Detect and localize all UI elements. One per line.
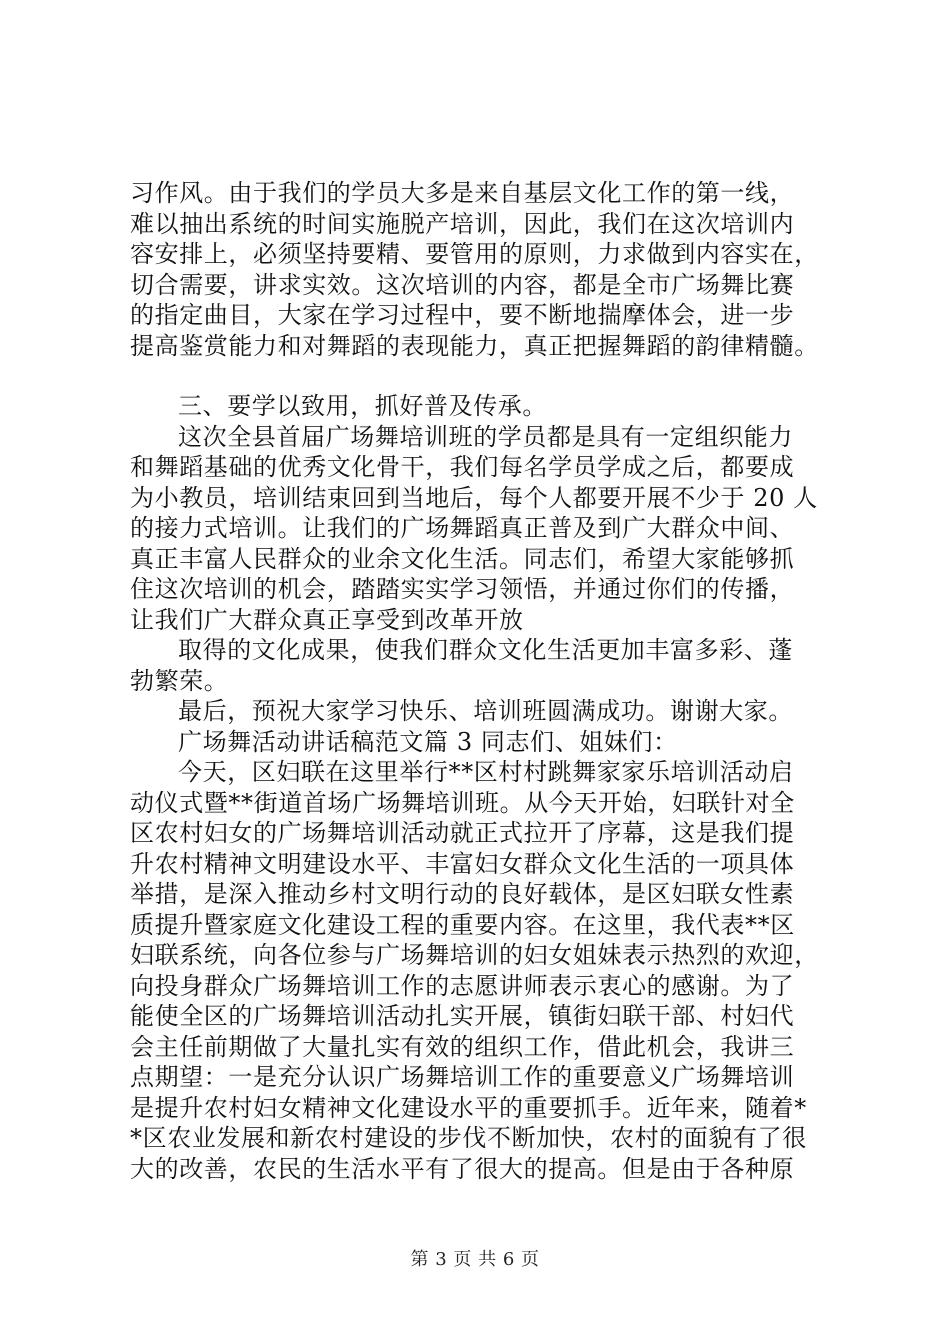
text-line: 会主任前期做了大量扎实有效的组织工作，借此机会，我讲三 — [130, 1032, 795, 1061]
text-line: *区农业发展和新农村建设的步伐不断加快，农村的面貌有了很 — [130, 1124, 807, 1152]
text-line: 三、要学以致用，抓好普及传承。 — [178, 392, 547, 420]
text-line: 的接力式培训。让我们的广场舞蹈真正普及到广大群众中间、 — [130, 514, 795, 542]
text-line: 这次全县首届广场舞培训班的学员都是具有一定组织能力 — [178, 422, 793, 451]
text-line: 让我们广大群众真正享受到改革开放 — [130, 605, 524, 634]
text-line: 勃繁荣。 — [130, 666, 229, 695]
text-line: 升农村精神文明建设水平、丰富妇女群众文化生活的一项具体 — [130, 849, 795, 878]
paragraph — [130, 727, 830, 758]
paragraph — [130, 635, 830, 696]
text-line: 举措，是深入推动乡村文明行动的良好载体，是区妇联女性素 — [130, 880, 795, 908]
text-line: 区农村妇女的广场舞培训活动就正式拉开了序幕，这是我们提 — [130, 819, 795, 847]
text-line: 为小教员，培训结束回到当地后，每个人都要开展不少于 20 人 — [130, 483, 818, 512]
text-line: 广场舞活动讲话稿范文篇 3 同志们、姐妹们： — [178, 727, 678, 756]
text-line: 质提升暨家庭文化建设工程的重要内容。在这里，我代表**区 — [130, 910, 795, 939]
text-line: 能使全区的广场舞培训活动扎实开展，镇街妇联干部、村妇代 — [130, 1002, 795, 1030]
text-line: 妇联系统，向各位参与广场舞培训的妇女姐妹表示热烈的欢迎， — [130, 941, 819, 969]
text-line: 向投身群众广场舞培训工作的志愿讲师表示衷心的感谢。为了 — [130, 971, 795, 1000]
text-line: 切合需要，讲求实效。这次培训的内容，都是全市广场舞比赛 — [130, 270, 795, 299]
text-line: 点期望：一是充分认识广场舞培训工作的重要意义广场舞培训 — [130, 1063, 795, 1091]
text-line: 真正丰富人民群众的业余文化生活。同志们，希望大家能够抓 — [130, 544, 795, 573]
paragraph — [130, 391, 830, 422]
text-line: 取得的文化成果，使我们群众文化生活更加丰富多彩、蓬 — [178, 636, 793, 664]
text-line: 容安排上，必须坚持要精、要管用的原则，力求做到内容实在， — [130, 240, 819, 268]
text-line: 住这次培训的机会，踏踏实实学习领悟，并通过你们的传播， — [130, 575, 795, 603]
page-footer: 第 3 页 共 6 页 — [410, 1249, 540, 1270]
paragraph — [130, 422, 830, 636]
text-line: 难以抽出系统的时间实施脱产培训，因此，我们在这次培训内 — [130, 209, 795, 238]
paragraph — [130, 696, 830, 727]
text-line: 和舞蹈基础的优秀文化骨干，我们每名学员学成之后，都要成 — [130, 453, 795, 481]
text-line: 的指定曲目，大家在学习过程中，要不断地揣摩体会，进一步 — [130, 301, 795, 329]
text-line: 是提升农村妇女精神文化建设水平的重要抓手。近年来，随着* — [130, 1093, 807, 1122]
text-line: 习作风。由于我们的学员大多是来自基层文化工作的第一线， — [130, 179, 795, 207]
paragraph — [130, 757, 830, 1184]
paragraph — [130, 178, 830, 361]
text-line: 最后，预祝大家学习快乐、培训班圆满成功。谢谢大家。 — [178, 697, 793, 725]
text-line: 动仪式暨**街道首场广场舞培训班。从今天开始，妇联针对全 — [130, 788, 795, 817]
text-line: 大的改善，农民的生活水平有了很大的提高。但是由于各种原 — [130, 1154, 795, 1183]
paragraph-gap — [130, 361, 830, 391]
text-line: 提高鉴赏能力和对舞蹈的表现能力，真正把握舞蹈的韵律精髓。 — [130, 331, 819, 360]
document-body — [130, 178, 830, 1184]
text-line: 今天，区妇联在这里举行**区村村跳舞家家乐培训活动启 — [178, 758, 794, 786]
